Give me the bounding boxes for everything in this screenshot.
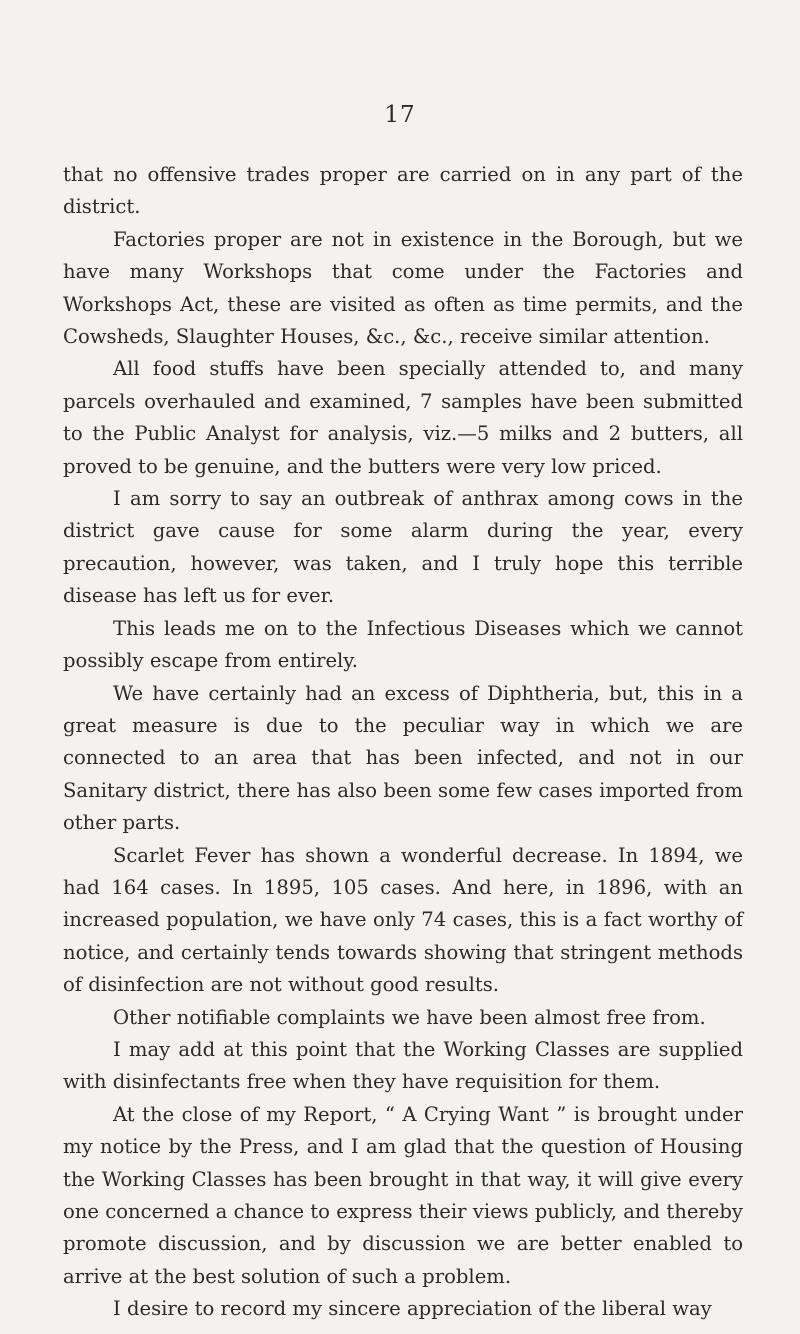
paragraph-11: I desire to record my sincere appreciation of the liberal way [113,1297,712,1321]
paragraph-2: Factories proper are not in existence in the Borough, but we have many Workshops that come under the Factories and Workshops Act, these are visited as often as time permits, and the Cowsheds, Slaughter Houses, &c., &c., receive similar attention. [63,227,743,349]
paragraph-6: We have certainly had an excess of Diphtheria, but, this in a great measure is due to the peculiar way in which we are connected to an area that has been infected, and not in our Sanitary district, there has also been some few cases imported from other parts. [63,681,743,835]
paragraph-3: All food stuffs have been specially attended to, and many parcels overhauled and examined, 7 samples have been submitted to the Public Analyst for analysis, viz.—5 milks and 2 butters, all proved to be genuine, and the butters were very low priced. [63,357,743,478]
paragraph-7: Scarlet Fever has shown a wonderful decrease. In 1894, we had 164 cases. In 1895, 105 cases. And here, in 1896, with an increased population, we have only 74 cases, this is a fact worthy of notice, and certainly tends towards showing that stringent methods of disinfection are not without good results. [63,843,743,997]
paragraph-4: I am sorry to say an outbreak of anthrax among cows in the district gave cause for some alarm during the year, every precaution, however, was taken, and I truly hope this terrible disease has left us for ever. [63,487,743,608]
paragraph-9: I may add at this point that the Working Classes are supplied with disinfectants free when they have requisition for them. [63,1037,743,1094]
paragraph-10: At the close of my Report, “ A Crying Want ” is brought under my notice by the Press, and I am glad that the question of Housing the Working Classes has been brought in that way, it will give every one concerned a chance to express their views publicly, and thereby promote discussion, and by discussion we are better enabled to arrive at the best solution of such a problem. [63,1102,743,1288]
body-text [63,159,743,1326]
page-number: 17 [384,102,416,128]
paragraph-1: that no offensive trades proper are carried on in any part of the district. [63,163,743,219]
paragraph-5: This leads me on to the Infectious Diseases which we cannot possibly escape from entirely. [63,616,743,673]
paragraph-8: Other notifiable complaints we have been almost free from. [113,1005,706,1029]
